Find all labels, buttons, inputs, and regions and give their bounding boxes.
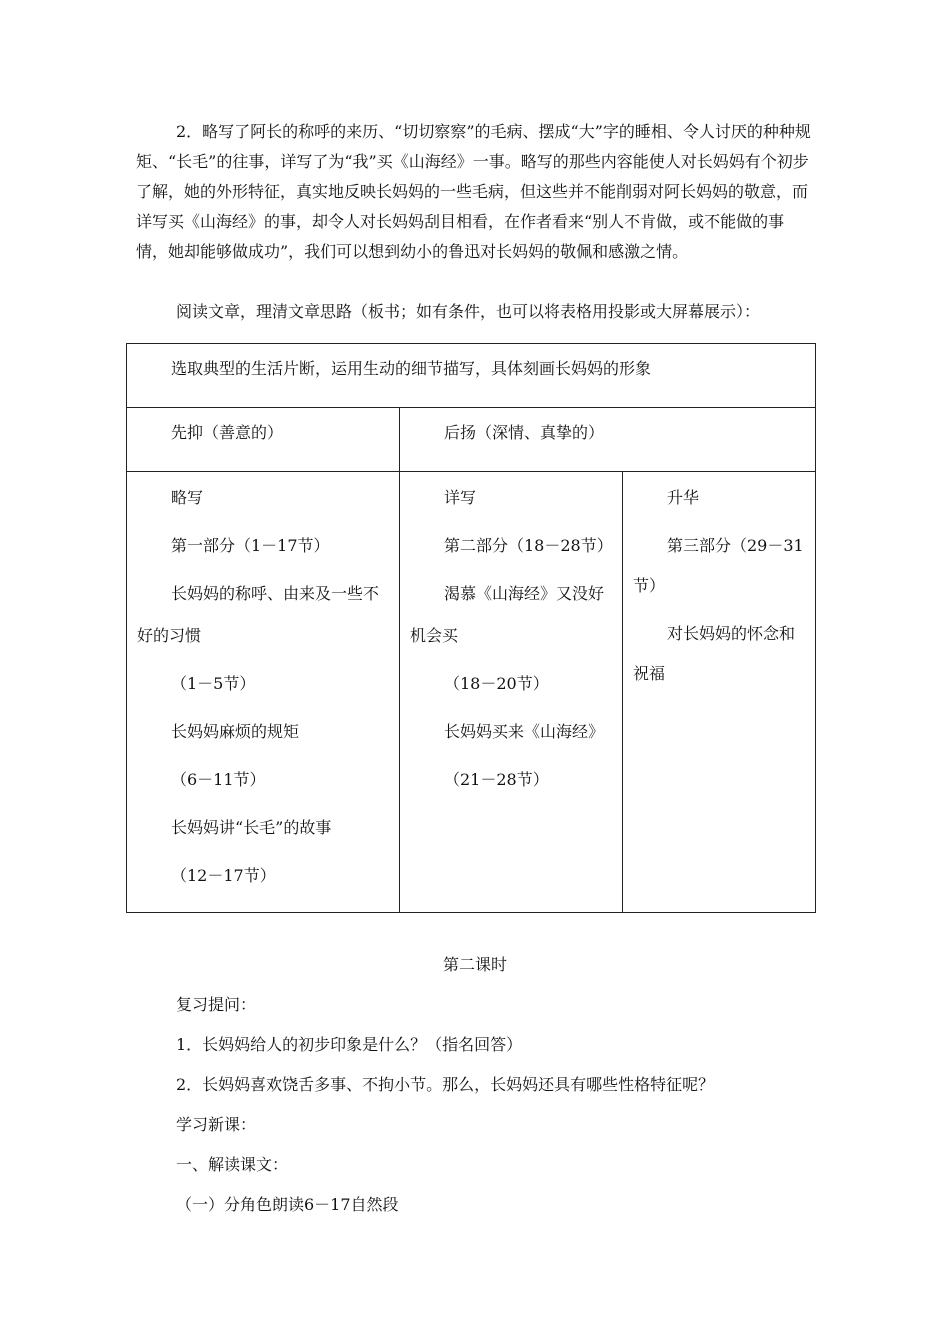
col2-item2-range: （21－28节） (444, 770, 549, 789)
col2-title: 详写 (444, 488, 477, 507)
right-group-label: 后扬（深情、真挚的） (444, 423, 605, 442)
col3-title: 升华 (667, 488, 700, 507)
col1-part: 第一部分（1－17节） (171, 536, 330, 555)
col2-part: 第二部分（18－28节） (444, 536, 613, 555)
col1-item1: 长妈妈的称呼、由来及一些不 (171, 584, 380, 603)
col1-item2-range: （6－11节） (171, 770, 266, 789)
col3-part: 第三部分（29－31 (667, 536, 804, 555)
right-group-cell (400, 408, 816, 472)
question-2: 2．长妈妈喜欢饶舌多事、不拘小节。那么，长妈妈还具有哪些性格特征呢？ (176, 1075, 715, 1094)
col2-item1-range: （18－20节） (444, 674, 549, 693)
review-heading: 复习提问： (176, 995, 257, 1014)
section-title: 第二课时 (442, 955, 507, 974)
col-detail (400, 472, 623, 913)
reading-instruction: 阅读文章，理清文章思路（板书；如有条件，也可以将表格用投影或大屏幕展示）： (176, 302, 761, 321)
col1-item1-range: （1－5节） (171, 674, 256, 693)
col-summary (127, 472, 400, 913)
col1-title: 略写 (171, 488, 204, 507)
col2-item2: 长妈妈买来《山海经》 (444, 722, 605, 741)
intro-paragraph: 2．略写了阿长的称呼的来历、“切切察察”的毛病、摆成“大”字的睡相、令人讨厌的种种规矩、“长毛”的往事，详写了为“我”买《山海经》一事。略写的那些内容能使人对长妈妈有个初步了解，她的外形特征，真实地反映长妈妈的一些毛病，但这些并不能削弱对阿长妈妈的敬意，而详写买《山海经》的事，却令人对长妈妈刮目相看，在作者看来“别人不肯做，或不能做的事情，她却能够做成功”，我们可以想到幼小的鲁迅对长妈妈的敬佩和感激之情。 (136, 122, 811, 261)
col3-item1: 对长妈妈的怀念和 (667, 624, 796, 643)
step-1-heading: 一、解读课文： (176, 1155, 289, 1174)
col1-item2: 长妈妈麻烦的规矩 (171, 722, 300, 741)
step-1-sub: （一）分角色朗读6－17自然段 (176, 1195, 399, 1214)
new-lesson-heading: 学习新课： (176, 1115, 257, 1134)
table-header-cell (127, 344, 816, 408)
col2-item1-cont: 机会买 (410, 626, 459, 645)
col3-item1-cont: 祝福 (633, 664, 666, 683)
left-group-cell (127, 408, 400, 472)
col1-item3-range: （12－17节） (171, 866, 276, 885)
question-1: 1．长妈妈给人的初步印象是什么？（指名回答） (176, 1035, 523, 1054)
col1-item3: 长妈妈讲“长毛”的故事 (171, 818, 332, 837)
table-header: 选取典型的生活片断，运用生动的细节描写，具体刻画长妈妈的形象 (171, 359, 652, 378)
col3-part-cont: 节） (633, 576, 666, 595)
col1-item1-cont: 好的习惯 (137, 626, 202, 645)
left-group-label: 先抑（善意的） (171, 423, 284, 442)
col2-item1: 渴慕《山海经》又没好 (444, 584, 605, 603)
col-elevation (623, 472, 816, 913)
structure-table (126, 343, 816, 913)
